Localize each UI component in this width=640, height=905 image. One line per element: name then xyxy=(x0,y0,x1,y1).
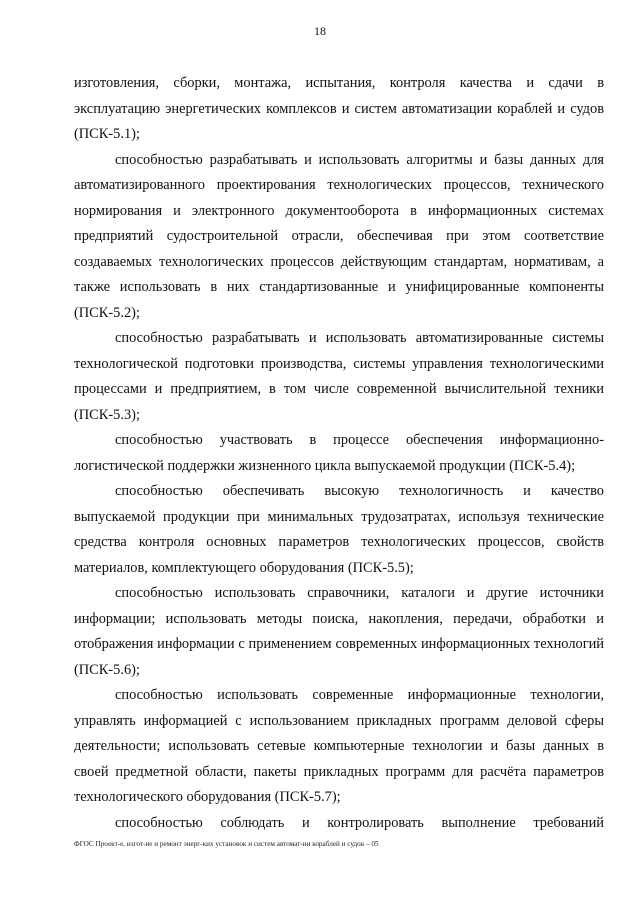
paragraph-continuation-psk-5-1: изготовления, сборки, монтажа, испытания, контроля качества и сдачи в эксплуатацию энергетических комплексов и систем автоматизации кораблей и судов (ПСК-5.1); xyxy=(74,75,604,142)
paragraph-psk-5-4: способностью участвовать в процессе обеспечения информационно-логистической поддержки жизненного цикла выпускаемой продукции (ПСК-5.4); xyxy=(74,432,604,474)
paragraph-psk-5-7: способностью использовать современные информационные технологии, управлять информацией с использованием прикладных программ деловой сферы деятельности; использовать сетевые компьютерные технологии и базы данных в своей предметной области, пакеты прикладных программ для расчёта параметров технологического оборудования (ПСК-5.7); xyxy=(74,687,604,805)
paragraph-psk-5-3: способностью разрабатывать и использовать автоматизированные системы технологической подготовки производства, системы управления технологическими процессами и предприятием, в том числе современной вычислительной техники (ПСК-5.3); xyxy=(74,330,604,423)
paragraph-psk-5-6: способностью использовать справочники, каталоги и другие источники информации; использовать методы поиска, накопления, передачи, обработки и отображения информации с применением современных информационных технологий (ПСК-5.6); xyxy=(74,585,604,678)
document-body xyxy=(74,71,604,836)
paragraph-psk-5-2: способностью разрабатывать и использовать алгоритмы и базы данных для автоматизированного проектирования технологических процессов, технического нормирования и электронного документооборота в информационных системах предприятий судостроительной отрасли, обеспечивая при этом соответствие создаваемых технологических процессов действующим стандартам, нормативам, а также использовать в них стандартизованные и унифицированные компоненты (ПСК-5.2); xyxy=(74,151,604,321)
page-number: 18 xyxy=(314,24,326,38)
paragraph-psk-5-5: способностью обеспечивать высокую технологичность и качество выпускаемой продукции при минимальных трудозатратах, используя технические средства контроля основных параметров технологических процессов, свойств материалов, комплектующего оборудования (ПСК-5.5); xyxy=(74,483,604,576)
paragraph-continued-next-page: способностью соблюдать и контролировать выполнение требований xyxy=(115,814,604,831)
page-footer: ФГОС Проект-е, изгот-ие и ремонт энерг-ких установок и систем автомат-ии кораблей и судов – 05 xyxy=(74,840,379,848)
